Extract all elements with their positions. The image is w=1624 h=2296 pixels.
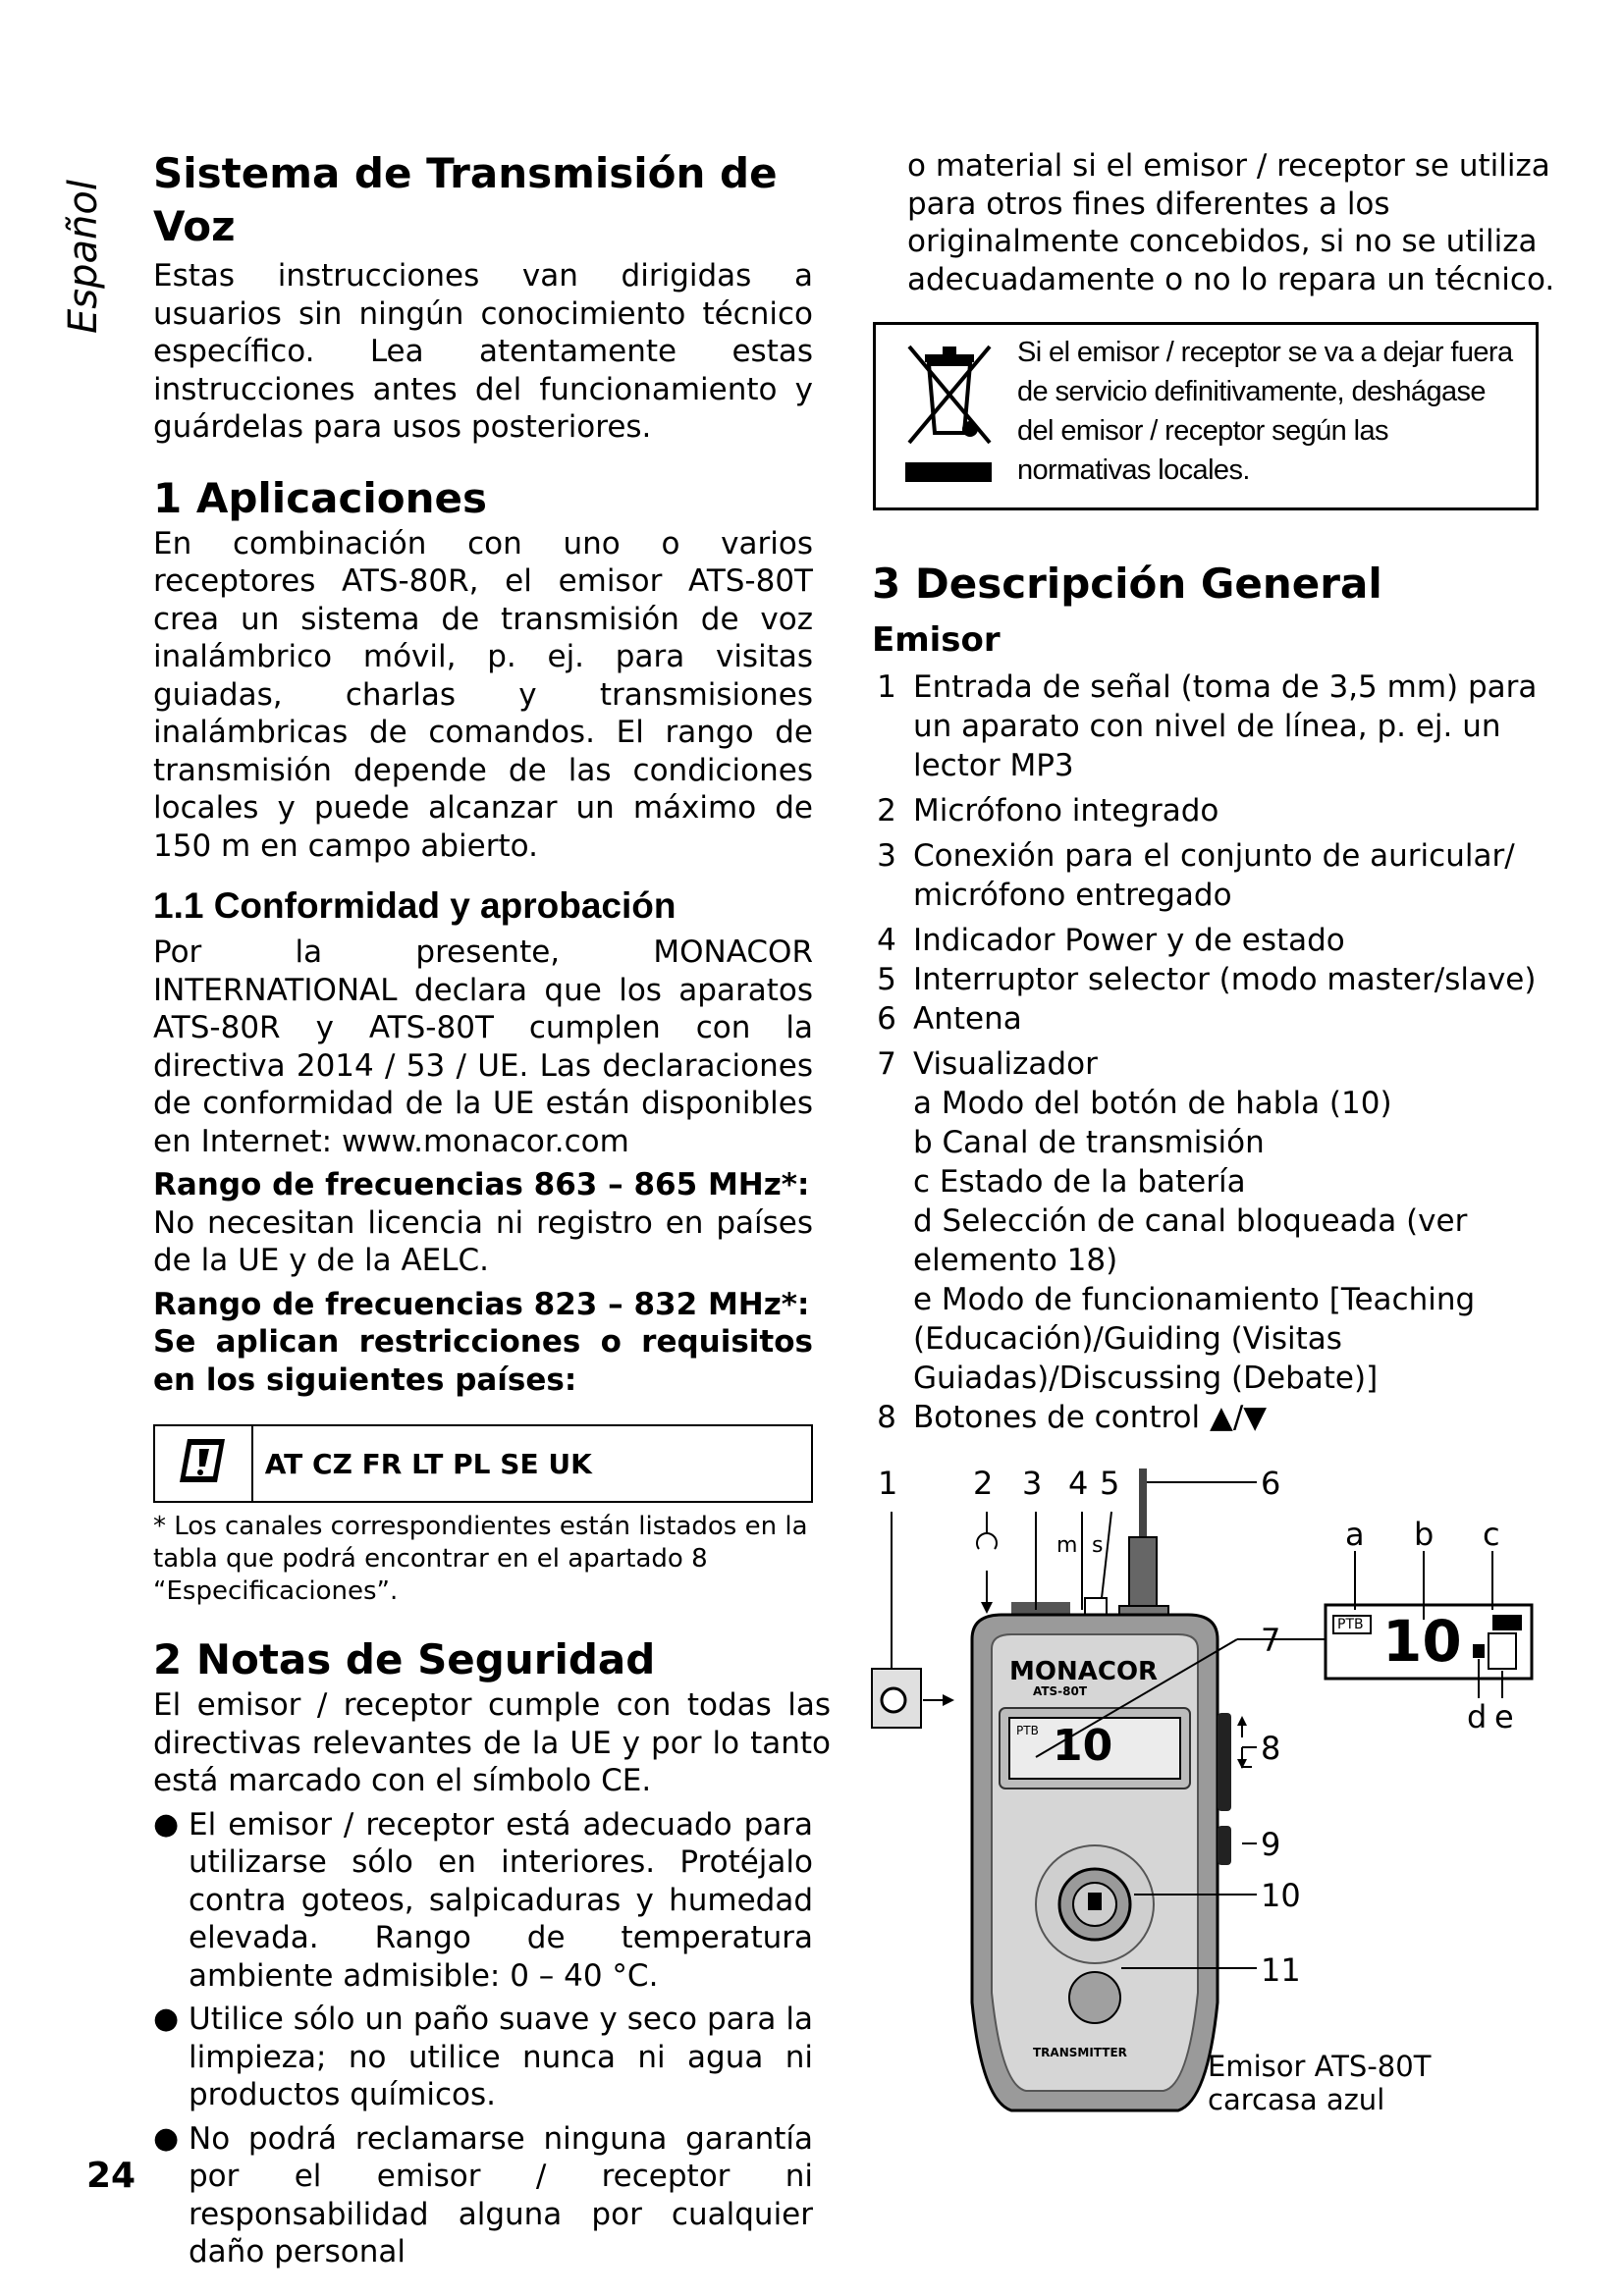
freq-range-2-text: Se aplican restricciones o requisitos en los siguientes países: [153, 1324, 813, 1398]
section-3-heading: 3 Descripción General [872, 560, 1382, 608]
section-1-1-text: Por la presente, MONACOR INTERNATIONAL declara que los aparatos ATS-80R y ATS-80T cumplen con la directiva 2014 / 53 / UE. Las declaraciones de conformidad de la UE están disponibles en Internet: www.monacor.com [153, 934, 813, 1159]
freq-range-1-text: No necesitan licencia ni registro en países de la UE y de la AELC. [153, 1204, 813, 1278]
freq-range-2-heading: Rango de frecuencias 823 – 832 MHz*: [153, 1286, 810, 1322]
component-text: Indicador Power y de estado [913, 923, 1345, 958]
section-1-heading: 1 Aplicaciones [153, 473, 487, 522]
callout-7: 7 [1261, 1622, 1281, 1659]
continued-text: o material si el emisor / receptor se utiliza para otros fines diferentes a los originalmente concebidos, si no se utiliza adecuadamente o no lo repara un técnico. [907, 148, 1555, 297]
component-item [872, 921, 1540, 960]
component-text: Antena [913, 1001, 1022, 1037]
country-code: FR [361, 1447, 403, 1480]
footnote: * Los canales correspondientes están listados en la tabla que podrá encontrar en el apartado 8 “Especificaciones”. [153, 1512, 808, 1606]
display-sub-item: c Estado de la batería [913, 1164, 1246, 1200]
display-callout-e: e [1494, 1698, 1514, 1735]
warning-book-icon [154, 1425, 252, 1502]
component-number: 8 [877, 1400, 896, 1435]
disposal-notice-box [873, 322, 1539, 510]
countries-table-wrap [153, 1424, 813, 1503]
callout-4: 4 [1068, 1465, 1089, 1502]
callout-8: 8 [1261, 1730, 1281, 1767]
component-number: 4 [877, 923, 896, 958]
callout-1: 1 [878, 1465, 898, 1502]
component-item [872, 960, 1540, 999]
intro-paragraph: Estas instrucciones van dirigidas a usuarios sin ningún conocimiento técnico específico. Lea atentamente estas instrucciones antes del funcionamiento y guárdelas para usos posteriores. [153, 258, 813, 445]
transmitter-drawing [864, 1453, 1551, 2140]
bullet-icon: ● [153, 2120, 180, 2156]
device-display-mode: PTB [1016, 1724, 1039, 1737]
component-item [872, 836, 1540, 915]
component-item [872, 791, 1540, 830]
side-language-text: Español [61, 180, 106, 334]
enlarged-display-channel: 10 [1382, 1608, 1462, 1675]
country-code: AT [264, 1447, 303, 1480]
page-title: Sistema de Transmisión de Voz [153, 149, 778, 250]
safety-bullet [153, 2120, 813, 2271]
country-code: PL [453, 1447, 491, 1480]
country-code: LT [411, 1447, 444, 1480]
transmitter-label: TRANSMITTER [1033, 2046, 1127, 2059]
safety-bullet-text: Utilice sólo un paño suave y seco para la limpieza; no utilice nunca ni agua ni productos químicos. [189, 2002, 813, 2112]
display-callout-c: c [1483, 1516, 1500, 1553]
emisor-heading: Emisor [872, 620, 1001, 660]
model-label: ATS-80T [1033, 1684, 1088, 1698]
switch-s-label: s [1092, 1533, 1104, 1558]
component-item [872, 667, 1540, 785]
figure-caption-line2: carcasa azul [1208, 2083, 1385, 2116]
right-column [907, 147, 1555, 298]
component-number: 1 [877, 669, 896, 705]
component-item [872, 1398, 1540, 1437]
enlarged-display-mode: PTB [1337, 1617, 1364, 1632]
switch-m-label: m [1056, 1533, 1078, 1558]
component-number: 2 [877, 793, 896, 828]
country-code: UK [548, 1447, 592, 1480]
callout-6: 6 [1261, 1465, 1281, 1502]
display-callout-a: a [1345, 1516, 1365, 1553]
display-sub-item: d Selección de canal bloqueada (ver elemento 18) [913, 1203, 1468, 1278]
callout-2: 2 [973, 1465, 994, 1502]
component-number: 7 [877, 1046, 896, 1082]
display-callout-b: b [1414, 1516, 1435, 1553]
component-text: Botones de control ▲/▼ [913, 1400, 1268, 1435]
component-text: Entrada de señal (toma de 3,5 mm) para un aparato con nivel de línea, p. ej. un lector MP3 [913, 669, 1538, 783]
callout-11: 11 [1261, 1951, 1301, 1989]
disposal-text: Si el emisor / receptor se va a dejar fuera de servicio definitivamente, deshágase del emisor / receptor según las normativas locales. [1017, 337, 1513, 486]
left-column [153, 147, 831, 2271]
component-number: 3 [877, 838, 896, 874]
display-callout-d: d [1467, 1698, 1488, 1735]
callout-3: 3 [1022, 1465, 1043, 1502]
countries-cell [252, 1425, 812, 1502]
component-item [872, 999, 1540, 1039]
callout-10: 10 [1261, 1877, 1301, 1914]
page-number: 24 [86, 2156, 136, 2196]
callout-5: 5 [1100, 1465, 1120, 1502]
component-text: Micrófono integrado [913, 793, 1219, 828]
transmitter-figure [864, 1453, 1551, 2140]
component-text: Interruptor selector (modo master/slave) [913, 962, 1537, 997]
bullet-icon: ● [153, 2002, 180, 2036]
component-list [872, 667, 1540, 1437]
countries-table [153, 1424, 813, 1503]
brand-logo-text: MONACOR [1009, 1657, 1159, 1686]
callout-9: 9 [1261, 1826, 1281, 1863]
component-number: 6 [877, 1001, 896, 1037]
bullet-icon: ● [153, 1806, 180, 1842]
component-text: Visualizador [913, 1046, 1098, 1082]
safety-bullet-text: No podrá reclamarse ninguna garantía por el emisor / receptor ni responsabilidad alguna por cualquier daño personal [189, 2120, 813, 2269]
safety-bullet [153, 2001, 813, 2114]
section-2-text: El emisor / receptor cumple con todas las directivas relevantes de la UE y por lo tanto está marcado con el símbolo CE. [153, 1687, 831, 1798]
country-code: SE [500, 1447, 539, 1480]
display-sub-item: b Canal de transmisión [913, 1125, 1265, 1160]
section-2-heading: 2 Notas de Seguridad [153, 1635, 656, 1683]
component-text: Conexión para el conjunto de auricular/ micrófono entregado [913, 838, 1515, 913]
display-sub-item: e Modo de funcionamiento [Teaching (Educación)/Guiding (Visitas Guiadas)/Discussing (Debate)] [913, 1282, 1476, 1396]
device-display-channel: 10 [1053, 1721, 1113, 1771]
safety-bullet-text: El emisor / receptor está adecuado para utilizarse sólo en interiores. Protéjalo contra goteos, salpicaduras y humedad elevada. Rango de temperatura ambiente admisible: 0 – 40 °C. [189, 1806, 813, 1994]
component-number: 5 [877, 962, 896, 997]
crossed-bin-icon [895, 335, 1003, 492]
display-sub-item: a Modo del botón de habla (10) [913, 1086, 1392, 1121]
section-1-1-heading: 1.1 Conformidad y aprobación [153, 885, 677, 926]
component-item [872, 1044, 1540, 1084]
section-1-text: En combinación con uno o varios receptores ATS-80R, el emisor ATS-80T crea un sistema de transmisión de voz inalámbrico móvil, p. ej. para visitas guiadas, charlas y transmisiones inalámbricas de comandos. El rango de transmisión depende de las condiciones locales y puede alcanzar un máximo de 150 m en campo abierto. [153, 525, 813, 864]
country-code: CZ [312, 1447, 352, 1480]
safety-bullet [153, 1806, 813, 1996]
section-3 [872, 558, 1540, 1437]
side-language-label [61, 167, 130, 334]
figure-caption-line1: Emisor ATS-80T [1208, 2050, 1432, 2083]
freq-range-1-heading: Rango de frecuencias 863 – 865 MHz*: [153, 1167, 810, 1202]
